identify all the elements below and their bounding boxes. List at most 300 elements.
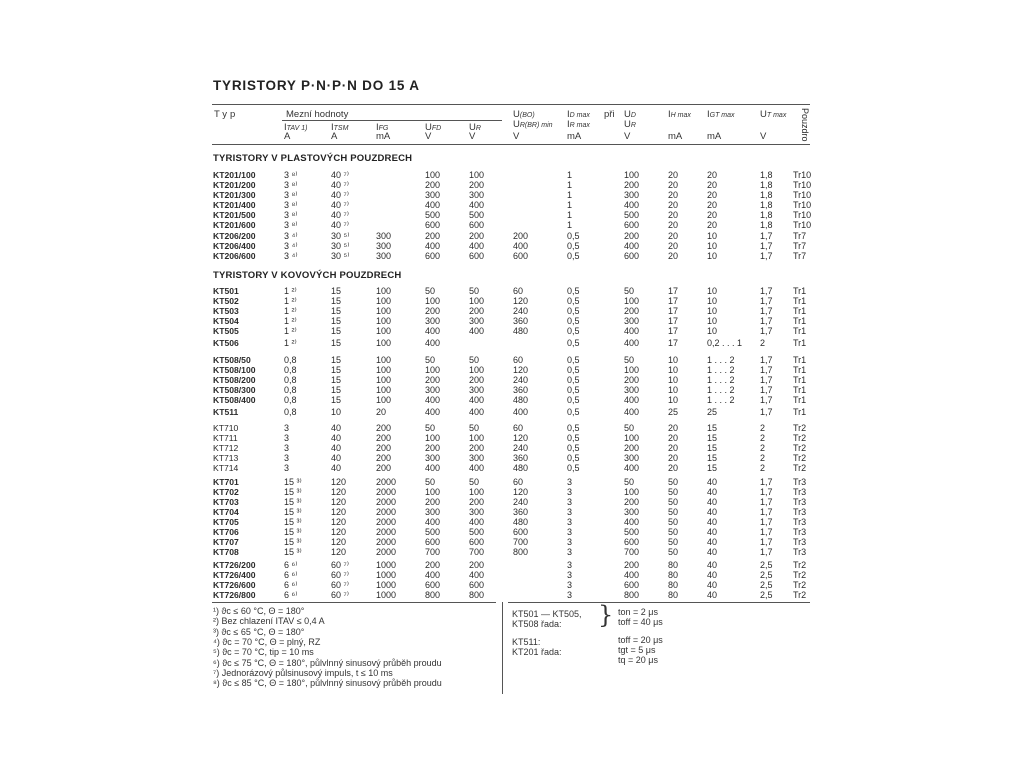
cell-itsm: 120	[331, 547, 347, 557]
cell-ur: 400	[469, 200, 485, 210]
cell-igt: 10	[707, 316, 718, 326]
header-ubo: U(BO)	[513, 109, 535, 120]
cell-ufd: 400	[425, 326, 441, 336]
cell-itsm: 120	[331, 517, 347, 527]
cell-ud: 500	[624, 210, 640, 220]
cell-ud: 200	[624, 443, 640, 453]
cell-ufd: 50	[425, 286, 436, 296]
footnote-rule-left	[212, 602, 496, 603]
header-bottom-rule	[212, 144, 810, 145]
cell-ufd: 200	[425, 497, 441, 507]
table-row	[0, 286, 1024, 296]
cell-ud: 200	[624, 306, 640, 316]
cell-itsm: 120	[331, 537, 347, 547]
cell-itsm: 15	[331, 326, 342, 336]
cell-ur: 200	[469, 375, 485, 385]
cell-ufd: 300	[425, 190, 441, 200]
cell-pouzdro: Tr10	[793, 220, 812, 230]
cell-ubo: 120	[513, 296, 529, 306]
cell-id: 0,5	[567, 355, 580, 365]
cell-itav: 6 ⁶⁾	[284, 580, 298, 590]
cell-ur: 100	[469, 487, 485, 497]
cell-ifg: 100	[376, 326, 392, 336]
cell-id: 3	[567, 570, 573, 580]
cell-ud: 400	[624, 517, 640, 527]
section-kovove: TYRISTORY V KOVOVÝCH POUZDRECH	[213, 270, 402, 281]
cell-pouzdro: Tr2	[793, 570, 807, 580]
cell-type: KT508/400	[213, 395, 256, 405]
cell-itsm: 60 ⁷⁾	[331, 580, 349, 590]
cell-ur: 400	[469, 407, 485, 417]
cell-ud: 100	[624, 296, 640, 306]
cell-igt: 20	[707, 170, 718, 180]
cell-itav: 3	[284, 423, 290, 433]
cell-ufd: 400	[425, 200, 441, 210]
cell-ut: 2	[760, 338, 766, 348]
cell-ufd: 50	[425, 423, 436, 433]
cell-ubo: 600	[513, 251, 529, 261]
cell-ufd: 100	[425, 170, 441, 180]
footnote: ¹) ϑc ≤ 60 °C, Θ = 180°	[213, 606, 305, 616]
cell-igt: 15	[707, 463, 718, 473]
cell-ud: 200	[624, 231, 640, 241]
cell-ur: 400	[469, 463, 485, 473]
table-row	[0, 580, 1024, 590]
table-row	[0, 560, 1024, 570]
cell-id: 3	[567, 527, 573, 537]
cell-ufd: 600	[425, 537, 441, 547]
cell-pouzdro: Tr1	[793, 286, 807, 296]
cell-igt: 40	[707, 547, 718, 557]
cell-ut: 2	[760, 453, 766, 463]
cell-igt: 40	[707, 527, 718, 537]
cell-pouzdro: Tr1	[793, 355, 807, 365]
header-ur-unit: V	[469, 131, 476, 142]
note-b-toff: toff = 20 μs	[618, 635, 663, 645]
cell-type: KT201/600	[213, 220, 256, 230]
note-a-line1: KT501 — KT505,	[512, 609, 582, 619]
cell-type: KT726/600	[213, 580, 256, 590]
cell-ih: 50	[668, 507, 679, 517]
cell-ut: 1,7	[760, 251, 773, 261]
table-row	[0, 316, 1024, 326]
cell-itav: 15 ³⁾	[284, 537, 302, 547]
cell-ubo: 480	[513, 395, 529, 405]
table-row	[0, 507, 1024, 517]
cell-pouzdro: Tr2	[793, 580, 807, 590]
cell-itsm: 30 ⁵⁾	[331, 231, 350, 241]
cell-ud: 400	[624, 338, 640, 348]
table-row	[0, 365, 1024, 375]
cell-id: 0,5	[567, 443, 580, 453]
cell-itav: 3 ⁸⁾	[284, 170, 298, 180]
cell-ih: 10	[668, 385, 679, 395]
cell-igt: 15	[707, 423, 718, 433]
cell-ifg: 2000	[376, 547, 397, 557]
cell-ur: 400	[469, 326, 485, 336]
cell-type: KT714	[213, 463, 239, 473]
cell-pouzdro: Tr2	[793, 453, 807, 463]
cell-ut: 2	[760, 423, 766, 433]
cell-type: KT503	[213, 306, 239, 316]
header-ud: UD	[624, 109, 636, 120]
cell-ifg: 2000	[376, 477, 397, 487]
cell-type: KT711	[213, 433, 238, 443]
header-ud-unit: V	[624, 131, 631, 142]
cell-ufd: 400	[425, 407, 441, 417]
cell-ur: 50	[469, 423, 480, 433]
cell-ifg: 100	[376, 355, 392, 365]
header-itsm: ITSM	[331, 122, 349, 133]
cell-itsm: 40 ⁷⁾	[331, 220, 349, 230]
cell-igt: 40	[707, 497, 718, 507]
cell-id: 3	[567, 537, 573, 547]
cell-type: KT702	[213, 487, 239, 497]
cell-id: 0,5	[567, 365, 580, 375]
cell-ud: 400	[624, 463, 640, 473]
cell-igt: 0,2 . . . 1	[707, 338, 743, 348]
cell-ifg: 1000	[376, 590, 397, 600]
cell-id: 0,5	[567, 423, 580, 433]
cell-ubo: 240	[513, 375, 529, 385]
cell-itav: 3 ⁴⁾	[284, 251, 298, 261]
cell-pouzdro: Tr1	[793, 326, 807, 336]
cell-itsm: 30 ⁵⁾	[331, 241, 350, 251]
header-itav-unit: A	[284, 131, 291, 142]
cell-ufd: 400	[425, 338, 441, 348]
cell-id: 0,5	[567, 375, 580, 385]
cell-ufd: 200	[425, 306, 441, 316]
cell-id: 0,5	[567, 453, 580, 463]
cell-ufd: 100	[425, 365, 441, 375]
cell-igt: 20	[707, 210, 718, 220]
cell-ubo: 240	[513, 443, 529, 453]
cell-ud: 100	[624, 365, 640, 375]
cell-pouzdro: Tr7	[793, 231, 807, 241]
cell-ih: 20	[668, 433, 679, 443]
cell-igt: 10	[707, 231, 718, 241]
cell-itsm: 120	[331, 487, 347, 497]
cell-ur: 600	[469, 220, 485, 230]
cell-itsm: 40	[331, 463, 342, 473]
cell-ifg: 2000	[376, 527, 397, 537]
cell-id: 0,5	[567, 395, 580, 405]
cell-ut: 1,7	[760, 231, 773, 241]
cell-id: 1	[567, 190, 573, 200]
cell-ifg: 1000	[376, 570, 397, 580]
cell-igt: 10	[707, 251, 718, 261]
cell-ut: 1,7	[760, 365, 773, 375]
cell-ud: 200	[624, 560, 640, 570]
cell-id: 1	[567, 220, 573, 230]
header-ur2: UR	[624, 119, 636, 130]
cell-ifg: 2000	[376, 487, 397, 497]
cell-ud: 50	[624, 477, 635, 487]
cell-itav: 6 ⁶⁾	[284, 590, 298, 600]
cell-id: 1	[567, 170, 573, 180]
cell-pouzdro: Tr2	[793, 423, 807, 433]
cell-id: 0,5	[567, 326, 580, 336]
cell-itsm: 15	[331, 355, 342, 365]
table-row	[0, 385, 1024, 395]
cell-itav: 0,8	[284, 385, 297, 395]
cell-pouzdro: Tr1	[793, 385, 807, 395]
table-row	[0, 251, 1024, 261]
cell-ur: 100	[469, 296, 485, 306]
cell-ubo: 120	[513, 487, 529, 497]
cell-igt: 1 . . . 2	[707, 395, 735, 405]
cell-ur: 700	[469, 547, 485, 557]
header-ut-unit: V	[760, 131, 767, 142]
cell-itav: 0,8	[284, 395, 297, 405]
footnote: ²) Bez chlazení ITAV ≤ 0,4 A	[213, 616, 325, 627]
cell-pouzdro: Tr3	[793, 527, 807, 537]
cell-ubo: 800	[513, 547, 529, 557]
cell-ubo: 60	[513, 477, 524, 487]
cell-ur: 200	[469, 443, 485, 453]
cell-itsm: 15	[331, 385, 342, 395]
cell-ud: 300	[624, 316, 640, 326]
cell-ifg: 2000	[376, 517, 397, 527]
table-row	[0, 355, 1024, 365]
table-row	[0, 497, 1024, 507]
header-itav: ITAV 1)	[284, 122, 308, 133]
cell-igt: 40	[707, 580, 718, 590]
header-ur: UR	[469, 122, 481, 133]
cell-id: 1	[567, 180, 573, 190]
cell-igt: 1 . . . 2	[707, 375, 735, 385]
cell-type: KT706	[213, 527, 239, 537]
cell-igt: 20	[707, 180, 718, 190]
cell-ubo: 60	[513, 355, 524, 365]
cell-type: KT201/200	[213, 180, 256, 190]
cell-ud: 600	[624, 251, 640, 261]
cell-ud: 200	[624, 497, 640, 507]
cell-ifg: 200	[376, 433, 392, 443]
cell-itav: 3	[284, 433, 290, 443]
cell-type: KT703	[213, 497, 239, 507]
footnote-rule-right	[508, 602, 810, 603]
cell-itsm: 15	[331, 395, 342, 405]
cell-ih: 17	[668, 286, 679, 296]
cell-ut: 2,5	[760, 580, 773, 590]
cell-ur: 50	[469, 477, 480, 487]
cell-ih: 20	[668, 231, 679, 241]
table-row	[0, 306, 1024, 316]
cell-ifg: 100	[376, 296, 392, 306]
cell-ifg: 20	[376, 407, 387, 417]
cell-pouzdro: Tr3	[793, 547, 807, 557]
cell-pouzdro: Tr1	[793, 375, 807, 385]
table-row	[0, 241, 1024, 251]
cell-igt: 15	[707, 443, 718, 453]
cell-ur: 200	[469, 180, 485, 190]
table-row	[0, 517, 1024, 527]
cell-ubo: 480	[513, 326, 529, 336]
cell-ufd: 300	[425, 453, 441, 463]
cell-ud: 100	[624, 487, 640, 497]
cell-ufd: 700	[425, 547, 441, 557]
cell-ut: 1,8	[760, 220, 773, 230]
table-row	[0, 547, 1024, 557]
table-row	[0, 180, 1024, 190]
cell-ur: 300	[469, 190, 485, 200]
cell-ur: 400	[469, 395, 485, 405]
cell-igt: 15	[707, 433, 718, 443]
cell-ih: 50	[668, 497, 679, 507]
cell-ud: 50	[624, 355, 635, 365]
cell-itav: 15 ³⁾	[284, 487, 302, 497]
cell-itsm: 15	[331, 365, 342, 375]
header-ih-unit: mA	[668, 131, 683, 142]
page-title: TYRISTORY P·N·P·N DO 15 A	[213, 78, 420, 93]
cell-ih: 50	[668, 537, 679, 547]
cell-ut: 1,7	[760, 395, 773, 405]
cell-ut: 1,7	[760, 385, 773, 395]
cell-ur: 300	[469, 453, 485, 463]
cell-itav: 0,8	[284, 365, 297, 375]
cell-ih: 17	[668, 316, 679, 326]
table-row	[0, 537, 1024, 547]
cell-itav: 15 ³⁾	[284, 477, 302, 487]
cell-itav: 3 ⁸⁾	[284, 190, 298, 200]
cell-ih: 10	[668, 375, 679, 385]
cell-itav: 0,8	[284, 355, 297, 365]
cell-ut: 2	[760, 463, 766, 473]
cell-igt: 40	[707, 487, 718, 497]
cell-itsm: 15	[331, 338, 342, 348]
cell-ih: 17	[668, 306, 679, 316]
cell-pouzdro: Tr3	[793, 497, 807, 507]
cell-ufd: 100	[425, 487, 441, 497]
cell-ubo: 360	[513, 453, 529, 463]
cell-pouzdro: Tr1	[793, 365, 807, 375]
cell-ut: 1,7	[760, 241, 773, 251]
cell-ih: 20	[668, 453, 679, 463]
footnote-divider	[502, 602, 503, 694]
note-a-ton: ton = 2 μs	[618, 607, 658, 617]
cell-ur: 300	[469, 316, 485, 326]
cell-igt: 20	[707, 190, 718, 200]
cell-ifg: 2000	[376, 507, 397, 517]
cell-ih: 20	[668, 220, 679, 230]
footnote: ⁷) Jednorázový půlsinusový impuls, t ≤ 10 ms	[213, 667, 393, 678]
cell-igt: 40	[707, 517, 718, 527]
table-row	[0, 296, 1024, 306]
cell-ubo: 600	[513, 527, 529, 537]
table-row	[0, 200, 1024, 210]
note-b-line1: KT511:	[512, 637, 541, 647]
header-pouzdro: Pouzdro	[800, 108, 810, 142]
cell-ur: 600	[469, 251, 485, 261]
cell-ut: 1,8	[760, 170, 773, 180]
cell-itsm: 10	[331, 407, 342, 417]
cell-pouzdro: Tr3	[793, 487, 807, 497]
cell-itsm: 120	[331, 497, 347, 507]
cell-pouzdro: Tr1	[793, 407, 807, 417]
cell-id: 3	[567, 560, 573, 570]
cell-ih: 10	[668, 365, 679, 375]
cell-ur: 400	[469, 517, 485, 527]
cell-igt: 10	[707, 326, 718, 336]
cell-itsm: 40 ⁷⁾	[331, 170, 349, 180]
cell-ur: 100	[469, 433, 485, 443]
cell-igt: 40	[707, 507, 718, 517]
cell-itsm: 15	[331, 306, 342, 316]
cell-type: KT701	[213, 477, 239, 487]
header-igt-unit: mA	[707, 131, 722, 142]
cell-ifg: 300	[376, 231, 392, 241]
cell-ut: 1,8	[760, 190, 773, 200]
cell-ifg: 100	[376, 286, 392, 296]
header-idmax: ID max	[567, 109, 590, 120]
cell-pouzdro: Tr10	[793, 210, 812, 220]
cell-ufd: 400	[425, 241, 441, 251]
cell-ur: 200	[469, 306, 485, 316]
cell-igt: 40	[707, 570, 718, 580]
cell-igt: 20	[707, 200, 718, 210]
cell-id: 3	[567, 497, 573, 507]
cell-ufd: 400	[425, 395, 441, 405]
cell-ubo: 360	[513, 507, 529, 517]
cell-ufd: 800	[425, 590, 441, 600]
cell-ifg: 200	[376, 463, 392, 473]
cell-ud: 400	[624, 395, 640, 405]
cell-itav: 15 ³⁾	[284, 497, 302, 507]
table-row	[0, 407, 1024, 417]
cell-id: 0,5	[567, 251, 580, 261]
cell-ut: 1,7	[760, 326, 773, 336]
cell-itav: 3	[284, 443, 290, 453]
cell-ih: 20	[668, 443, 679, 453]
cell-ut: 1,7	[760, 477, 773, 487]
cell-igt: 40	[707, 537, 718, 547]
cell-ud: 400	[624, 570, 640, 580]
footnote: ³) ϑc ≤ 65 °C, Θ = 180°	[213, 626, 305, 637]
cell-type: KT511	[213, 407, 239, 417]
cell-ut: 1,8	[760, 180, 773, 190]
footnote: ⁵) ϑc = 70 °C, tip = 10 ms	[213, 647, 314, 658]
cell-ur: 200	[469, 497, 485, 507]
cell-ubo: 360	[513, 316, 529, 326]
cell-ih: 20	[668, 210, 679, 220]
cell-ifg: 100	[376, 375, 392, 385]
cell-type: KT505	[213, 326, 239, 336]
cell-itav: 1 ²⁾	[284, 326, 297, 336]
cell-type: KT504	[213, 316, 239, 326]
cell-itav: 1 ²⁾	[284, 296, 297, 306]
cell-ufd: 50	[425, 477, 436, 487]
cell-ud: 300	[624, 190, 640, 200]
cell-ubo: 120	[513, 433, 529, 443]
cell-igt: 15	[707, 453, 718, 463]
cell-ifg: 100	[376, 338, 392, 348]
cell-type: KT206/400	[213, 241, 256, 251]
table-row	[0, 423, 1024, 433]
cell-id: 1	[567, 210, 573, 220]
cell-ur: 100	[469, 170, 485, 180]
table-row	[0, 170, 1024, 180]
cell-itav: 15 ³⁾	[284, 507, 302, 517]
cell-ur: 100	[469, 365, 485, 375]
cell-ud: 800	[624, 590, 640, 600]
cell-ur: 400	[469, 241, 485, 251]
cell-pouzdro: Tr2	[793, 560, 807, 570]
table-row	[0, 527, 1024, 537]
cell-ih: 80	[668, 570, 679, 580]
header-ufd: UFD	[425, 122, 442, 133]
note-b-line2: KT201 řada:	[512, 647, 562, 657]
